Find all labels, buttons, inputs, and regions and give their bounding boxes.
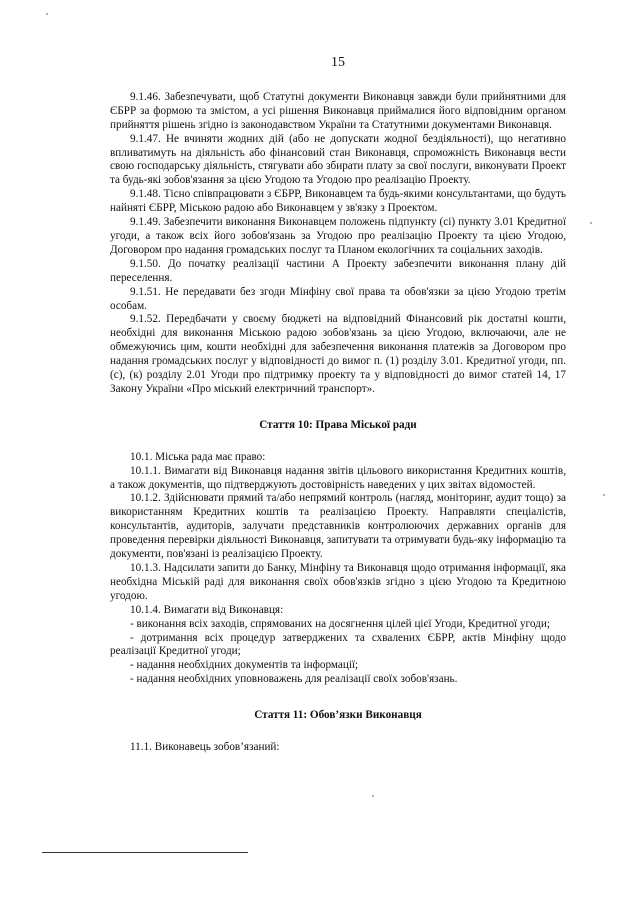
paragraph-10-1-3: 10.1.3. Надсилати запити до Банку, Мінфіну та Виконавця щодо отримання інформації, яка необхідна Міській раді для виконання своїх обов'язків згідно з цією Угодою та Кредитною угодою. [110,562,566,602]
paragraph-9-1-49: 9.1.49. Забезпечити виконання Виконавцем положень підпункту (сі) пункту 3.01 Кредитної угоди, а також всіх його зобов'язань за Угодою про реалізацію Проекту та цією Угодою, Договором про надання громадських послуг та Планом екологічних та соціальних заходів. [110,216,566,256]
paragraph-9-1-47: 9.1.47. Не вчиняти жодних дій (або не допускати жодної бездіяльності), що негативно впливатимуть на діяльність або фінансовий стан Виконавця, спроможність Виконавця вести свою господарську діяльність, стягувати або збирати плату за свої послуги, виконувати Проект та будь-які зобов'язання за цією Угодою та Угодою про реалізацію Проекту. [110,132,566,187]
list-item: - надання необхідних уповноважень для реалізації своїх зобов'язань. [130,673,458,686]
paragraph-9-1-51: 9.1.51. Не передавати без згоди Мінфіну свої права та обов'язки за цією Угодою третім особам. [110,285,566,312]
scan-speck [46,13,48,15]
paragraph-9-1-52: 9.1.52. Передбачати у своєму бюджеті на відповідний Фінансовий рік достатні кошти, необхідні для виконання Міською радою зобов'язань за цією Угодою, включаючи, але не обмежуючись цим, кошти необхідні для забезпечення виконання платежів за Договором про надання громадських послуг у відповідності до вимог п. (1) розділу 3.01. Кредитної угоди, пп. (с), (к) розділу 2.01 Угоди про підтримку проекту та у відповідності до вимог статей 14, 17 Закону України «Про міський електричний транспорт». [110,313,566,395]
paragraph-10-1-4: 10.1.4. Вимагати від Виконавця: [130,603,284,616]
article-11-heading: Стаття 11: Обов’язки Виконавця [254,709,422,722]
list-item: - виконання всіх заходів, спрямованих на досягнення цілей цієї Угоди, Кредитної угоди; [130,617,550,630]
list-item: - надання необхідних документів та інформації; [130,659,359,672]
paragraph-10-1-1: 10.1.1. Вимагати від Виконавця надання звітів цільового використання Кредитних коштів, а також документів, що підтверджують достовірність наведених у цих звітах відомостей. [110,464,566,491]
list-item: - дотримання всіх процедур затверджених та схвалених ЄБРР, актів Мінфіну щодо реалізації Кредитної угоди; [110,631,566,658]
paragraph-11-1: 11.1. Виконавець зобов’язаний: [130,741,280,754]
document-body [110,56,566,755]
article-10-heading: Стаття 10: Права Міської ради [259,418,417,431]
footnote-divider [42,852,248,853]
page-number: 15 [331,55,345,70]
paragraph-9-1-46: 9.1.46. Забезпечувати, щоб Статутні документи Виконавця завжди були прийнятними для ЄБРР за формою та змістом, а усі рішення Виконавця приймалися його відповідним органом прийняття рішень згідно із законодавством України та Статутними документами Виконавця. [110,90,566,131]
paragraph-10-1: 10.1. Міська рада має право: [130,450,266,463]
scan-speck [603,494,605,496]
paragraph-9-1-48: 9.1.48. Тісно співпрацювати з ЄБРР, Виконавцем та будь-якими консультантами, що будуть найняті ЄБРР, Міською радою або Виконавцем у зв'язку з Проектом. [110,188,566,215]
scan-speck [372,795,374,797]
paragraph-10-1-2: 10.1.2. Здійснювати прямий та/або непрямий контроль (нагляд, моніторинг, аудит тощо) за використанням Кредитних коштів та реалізацією Проекту. Направляти спеціалістів, консультантів, аудиторів, залучати представників контролюючих державних органів для проведення перевірки діяльності Виконавця, запитувати та отримувати будь-яку інформацію та документи, пов'язані із реалізацією Проекту. [110,492,566,561]
paragraph-9-1-50: 9.1.50. До початку реалізації частини А Проекту забезпечити виконання плану дій переселення. [110,257,566,284]
scan-speck [590,222,592,224]
